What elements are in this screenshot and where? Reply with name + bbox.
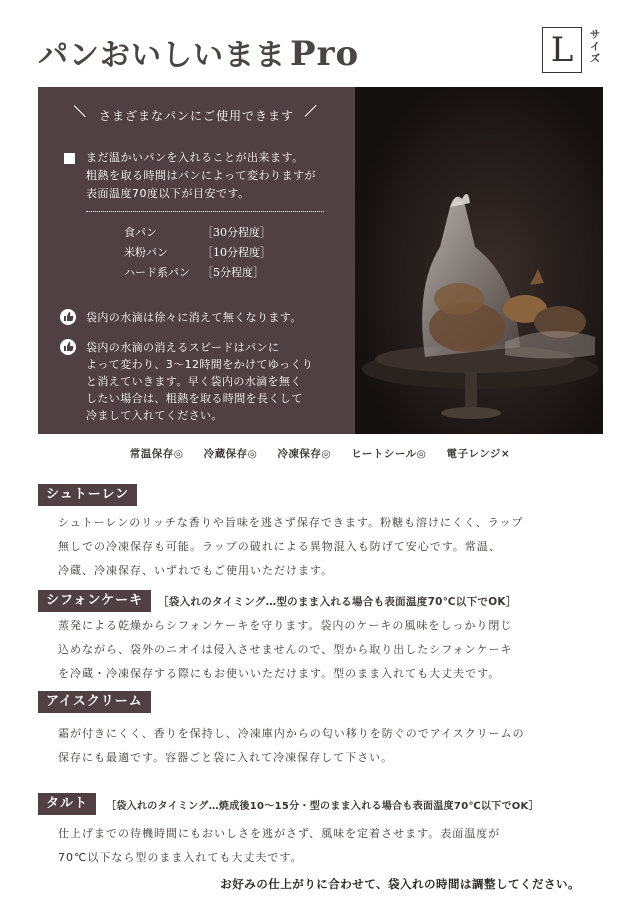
tip-line: よって変わり、3～12時間をかけてゆっくり bbox=[86, 358, 314, 371]
section-body-tart bbox=[58, 822, 578, 870]
section-body-icecream bbox=[58, 722, 578, 770]
body-line: 込めながら、袋外のニオイは侵入させませんので、型から取り出したシフォンケーキ bbox=[58, 643, 513, 656]
dotted-divider bbox=[86, 211, 324, 212]
tip-line: 袋内の水滴の消えるスピードはパンに bbox=[86, 341, 280, 354]
panel-heading: さまざまなパンにご使用できます bbox=[98, 109, 294, 123]
bread-bag-photo bbox=[355, 87, 603, 434]
section-note-chiffon: ［袋入れのタイミング…型のまま入れる場合も表面温度70℃以下でOK］ bbox=[158, 596, 517, 608]
body-line: シュトーレンのリッチな香りや旨味を逃さず保存できます。粉糖も溶けにくく、ラップ bbox=[58, 516, 524, 529]
section-label-tart: タルト bbox=[38, 793, 96, 815]
size-label-char: ズ bbox=[590, 54, 600, 65]
storage-item: 冷蔵保存◎ bbox=[203, 448, 258, 460]
body-line: 霜が付きにくく、香りを保持し、冷凍庫内からの匂い移りを防ぐのでアイスクリームの bbox=[58, 727, 525, 740]
cooling-time-row bbox=[124, 223, 324, 243]
body-line: を冷蔵・冷凍保存する際にもお使いいただけます。型のまま入れても大丈夫です。 bbox=[58, 667, 501, 680]
size-label-char: サ bbox=[590, 30, 600, 41]
cooling-time-row bbox=[124, 243, 324, 263]
size-label bbox=[588, 30, 602, 66]
note-line: 粗熱を取る時間はパンによって変わりますが bbox=[86, 169, 316, 182]
cooling-time: ［10分程度］ bbox=[202, 246, 271, 259]
tip-text: 袋内の水滴は徐々に消えて無くなります。 bbox=[86, 311, 302, 324]
tip-text bbox=[86, 339, 334, 424]
title-main: パンおいしいまま bbox=[38, 38, 286, 73]
body-line: 蒸発による乾燥からシフォンケーキを守ります。袋内のケーキの風味をしっかり閉じ bbox=[58, 619, 513, 632]
section-label-stollen: シュトーレン bbox=[38, 484, 137, 506]
note-line: まだ温かいパンを入れることが出来ます。 bbox=[86, 151, 304, 164]
title-pro: Pro bbox=[290, 34, 360, 74]
size-badge: L bbox=[542, 27, 582, 73]
note-line: 表面温度70度以下が目安です。 bbox=[86, 187, 250, 200]
info-panel bbox=[38, 87, 355, 434]
section-body-chiffon bbox=[58, 614, 578, 686]
bread-type: ハード系パン bbox=[124, 266, 190, 279]
storage-compatibility bbox=[0, 446, 640, 461]
page-title bbox=[38, 30, 359, 74]
cooling-time: ［30分程度］ bbox=[202, 226, 271, 239]
tip-line: と消えていきます。早く袋内の水滴を無く bbox=[86, 375, 302, 388]
bread-type: 米粉パン bbox=[124, 246, 168, 259]
storage-item: 常温保存◎ bbox=[129, 448, 184, 460]
storage-item: 冷凍保存◎ bbox=[277, 448, 332, 460]
square-bullet-icon bbox=[64, 153, 75, 164]
section-body-stollen bbox=[58, 511, 578, 583]
thumbs-up-icon bbox=[60, 309, 76, 325]
section-label-icecream: アイスクリーム bbox=[38, 691, 151, 713]
cooling-time: ［5分程度］ bbox=[202, 266, 264, 279]
cooling-time-row bbox=[124, 263, 324, 283]
warm-bread-note bbox=[86, 149, 346, 203]
body-line: 仕上げまでの待機時間にもおいしさを逃がさず、風味を定着させます。表面温度が bbox=[58, 827, 501, 840]
footer-note: お好みの仕上がりに合わせて、袋入れの時間は調整してください。 bbox=[220, 877, 580, 891]
storage-item: ヒートシール◎ bbox=[351, 448, 427, 460]
section-note-tart: ［袋入れのタイミング…焼成後10～15分・型のまま入れる場合も表面温度70℃以下でOK］ bbox=[106, 801, 539, 812]
section-label-chiffon: シフォンケーキ bbox=[38, 590, 151, 612]
body-line: 70℃以下なら型のまま入れても大丈夫です。 bbox=[58, 851, 303, 864]
bread-type: 食パン bbox=[124, 226, 157, 239]
tip-line: したい場合は、粗熱を取る時間を長くして bbox=[86, 392, 303, 405]
thumbs-up-icon bbox=[60, 339, 76, 355]
storage-item: 電子レンジ× bbox=[446, 448, 511, 460]
cooling-times-list bbox=[124, 223, 324, 283]
tip-line: 冷まして入れてください。 bbox=[86, 409, 223, 422]
body-line: 冷蔵、冷凍保存、いずれでもご使用いただけます。 bbox=[58, 564, 334, 577]
body-line: 保存にも最適です。容器ごと袋に入れて冷凍保存して下さい。 bbox=[58, 751, 394, 764]
body-line: 無しでの冷凍保存も可能。ラップの破れによる異物混入も防げて安心です。常温、 bbox=[58, 540, 501, 553]
size-label-char: イ bbox=[590, 42, 600, 53]
